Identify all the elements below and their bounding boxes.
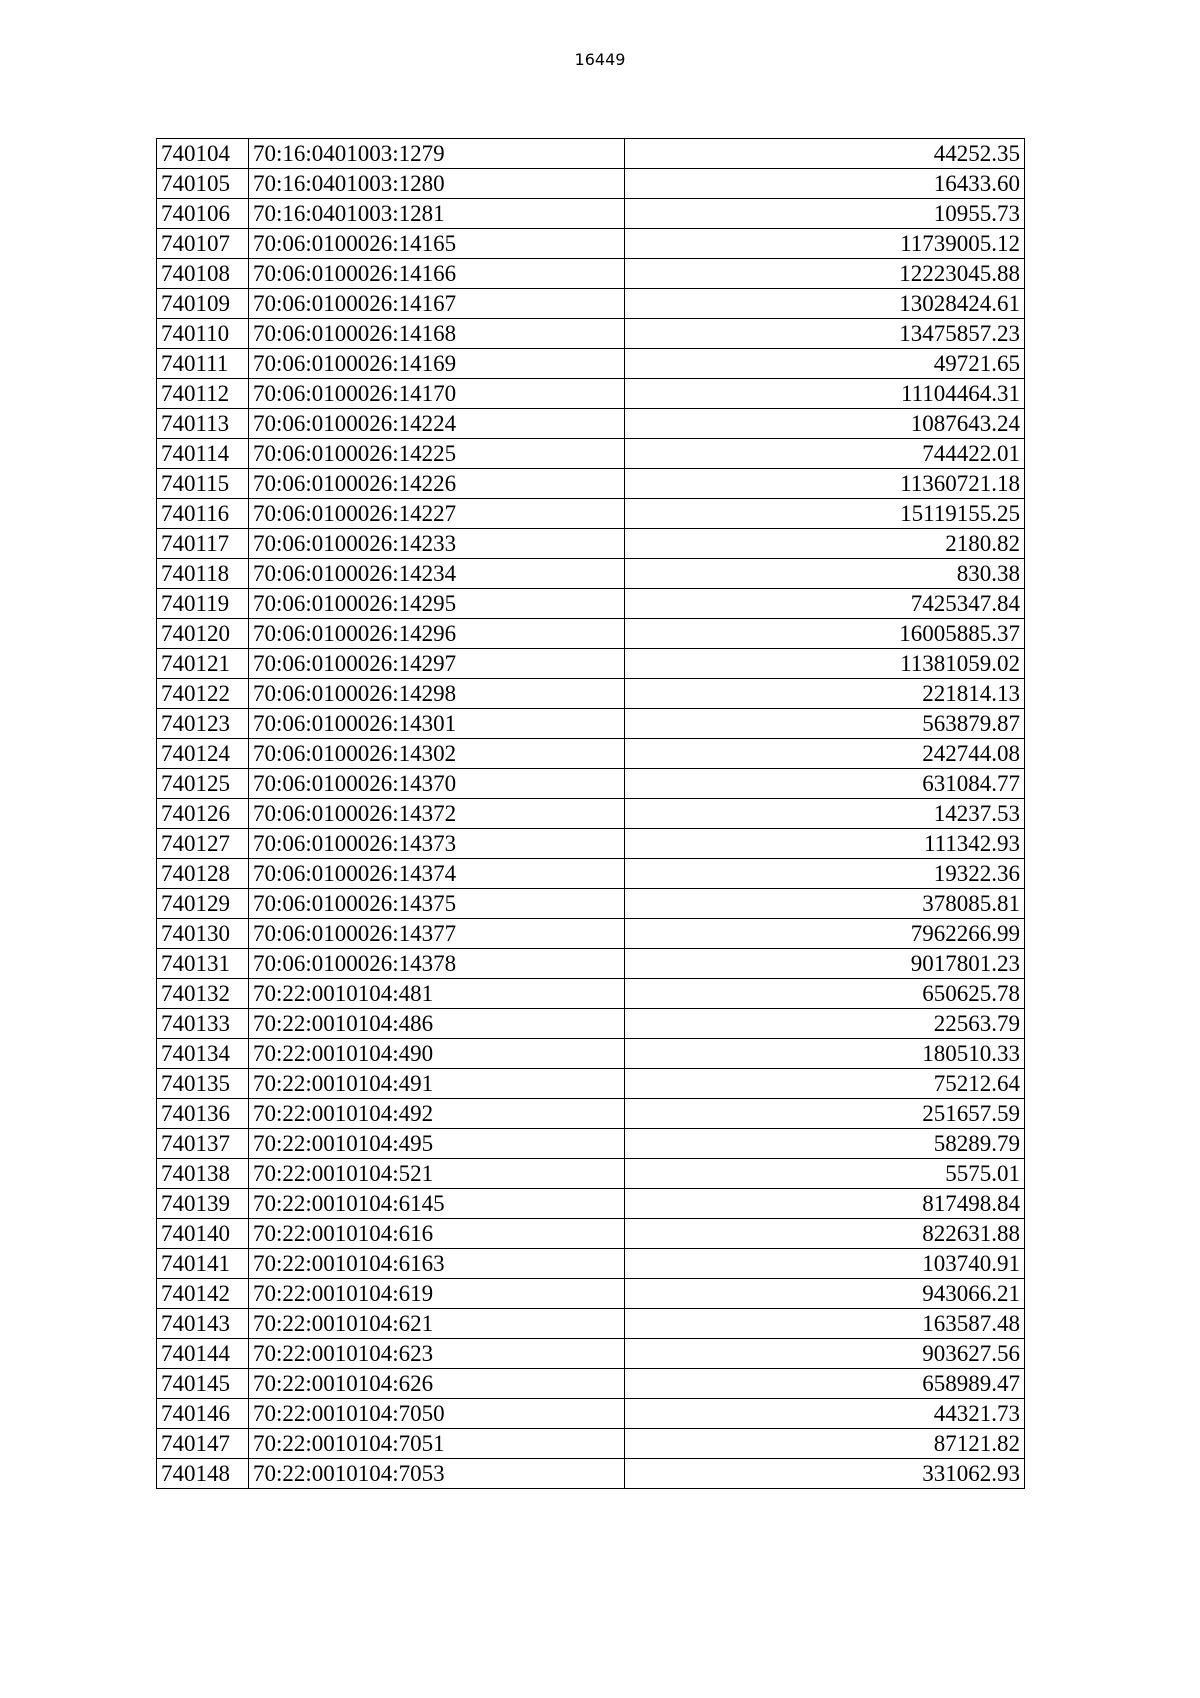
table-row [157,259,1025,289]
row-id-cell: 740135 [157,1069,249,1099]
table-row [157,559,1025,589]
cadastral-number-cell: 70:06:0100026:14225 [249,439,625,469]
table-row [157,889,1025,919]
cadastral-number-cell: 70:16:0401003:1280 [249,169,625,199]
cadastral-number-cell: 70:22:0010104:616 [249,1219,625,1249]
table-row [157,979,1025,1009]
cadastral-number-cell: 70:06:0100026:14169 [249,349,625,379]
row-id-cell: 740137 [157,1129,249,1159]
cadastral-number-cell: 70:06:0100026:14378 [249,949,625,979]
row-id-cell: 740144 [157,1339,249,1369]
row-id-cell: 740146 [157,1399,249,1429]
cadastral-number-cell: 70:16:0401003:1279 [249,139,625,169]
cadastral-number-cell: 70:22:0010104:619 [249,1279,625,1309]
row-id-cell: 740108 [157,259,249,289]
table-row [157,799,1025,829]
cadastral-number-cell: 70:22:0010104:623 [249,1339,625,1369]
value-cell: 13475857.23 [625,319,1025,349]
cadastral-number-cell: 70:06:0100026:14297 [249,649,625,679]
value-cell: 111342.93 [625,829,1025,859]
value-cell: 180510.33 [625,1039,1025,1069]
value-cell: 563879.87 [625,709,1025,739]
table-row [157,679,1025,709]
row-id-cell: 740145 [157,1369,249,1399]
table-row [157,1069,1025,1099]
table-row [157,289,1025,319]
row-id-cell: 740130 [157,919,249,949]
row-id-cell: 740121 [157,649,249,679]
cadastral-number-cell: 70:22:0010104:495 [249,1129,625,1159]
cadastral-number-cell: 70:06:0100026:14375 [249,889,625,919]
table-row [157,1189,1025,1219]
cadastral-number-cell: 70:06:0100026:14167 [249,289,625,319]
value-cell: 10955.73 [625,199,1025,229]
value-cell: 1087643.24 [625,409,1025,439]
cadastral-number-cell: 70:06:0100026:14301 [249,709,625,739]
cadastral-number-cell: 70:22:0010104:491 [249,1069,625,1099]
table-row [157,529,1025,559]
value-cell: 631084.77 [625,769,1025,799]
table-row [157,1429,1025,1459]
cadastral-number-cell: 70:06:0100026:14374 [249,859,625,889]
value-cell: 44252.35 [625,139,1025,169]
cadastral-number-cell: 70:06:0100026:14372 [249,799,625,829]
table-row [157,1279,1025,1309]
row-id-cell: 740104 [157,139,249,169]
table-row [157,709,1025,739]
row-id-cell: 740126 [157,799,249,829]
cadastral-number-cell: 70:06:0100026:14377 [249,919,625,949]
row-id-cell: 740129 [157,889,249,919]
value-cell: 12223045.88 [625,259,1025,289]
table-row [157,949,1025,979]
cadastral-number-cell: 70:22:0010104:7051 [249,1429,625,1459]
data-table [156,138,1025,1489]
value-cell: 58289.79 [625,1129,1025,1159]
table-row [157,349,1025,379]
table-row [157,739,1025,769]
table-row [157,469,1025,499]
table-row [157,769,1025,799]
value-cell: 7425347.84 [625,589,1025,619]
row-id-cell: 740128 [157,859,249,889]
value-cell: 658989.47 [625,1369,1025,1399]
value-cell: 744422.01 [625,439,1025,469]
cadastral-number-cell: 70:22:0010104:521 [249,1159,625,1189]
cadastral-number-cell: 70:06:0100026:14165 [249,229,625,259]
row-id-cell: 740117 [157,529,249,559]
table-row [157,1129,1025,1159]
cadastral-number-cell: 70:16:0401003:1281 [249,199,625,229]
value-cell: 163587.48 [625,1309,1025,1339]
table-row [157,1459,1025,1489]
value-cell: 87121.82 [625,1429,1025,1459]
value-cell: 221814.13 [625,679,1025,709]
table-row [157,139,1025,169]
row-id-cell: 740114 [157,439,249,469]
cadastral-number-cell: 70:06:0100026:14170 [249,379,625,409]
row-id-cell: 740119 [157,589,249,619]
cadastral-number-cell: 70:22:0010104:6145 [249,1189,625,1219]
cadastral-number-cell: 70:06:0100026:14233 [249,529,625,559]
row-id-cell: 740147 [157,1429,249,1459]
table-row [157,169,1025,199]
table-row [157,1219,1025,1249]
cadastral-number-cell: 70:22:0010104:486 [249,1009,625,1039]
table-row [157,229,1025,259]
cadastral-number-cell: 70:22:0010104:621 [249,1309,625,1339]
table-row [157,439,1025,469]
table-row [157,1249,1025,1279]
table-row [157,199,1025,229]
cadastral-number-cell: 70:22:0010104:6163 [249,1249,625,1279]
value-cell: 49721.65 [625,349,1025,379]
row-id-cell: 740109 [157,289,249,319]
row-id-cell: 740131 [157,949,249,979]
value-cell: 11381059.02 [625,649,1025,679]
row-id-cell: 740139 [157,1189,249,1219]
value-cell: 15119155.25 [625,499,1025,529]
table-row [157,1009,1025,1039]
table-row [157,1159,1025,1189]
value-cell: 822631.88 [625,1219,1025,1249]
table-row [157,589,1025,619]
table-row [157,1369,1025,1399]
value-cell: 830.38 [625,559,1025,589]
table-row [157,829,1025,859]
row-id-cell: 740148 [157,1459,249,1489]
table-row [157,409,1025,439]
value-cell: 11360721.18 [625,469,1025,499]
cadastral-number-cell: 70:06:0100026:14226 [249,469,625,499]
value-cell: 378085.81 [625,889,1025,919]
row-id-cell: 740140 [157,1219,249,1249]
row-id-cell: 740107 [157,229,249,259]
cadastral-number-cell: 70:22:0010104:481 [249,979,625,1009]
row-id-cell: 740134 [157,1039,249,1069]
value-cell: 5575.01 [625,1159,1025,1189]
value-cell: 19322.36 [625,859,1025,889]
cadastral-number-cell: 70:06:0100026:14295 [249,589,625,619]
table-row [157,1309,1025,1339]
row-id-cell: 740143 [157,1309,249,1339]
table-row [157,649,1025,679]
row-id-cell: 740133 [157,1009,249,1039]
cadastral-number-cell: 70:06:0100026:14302 [249,739,625,769]
table-row [157,619,1025,649]
cadastral-number-cell: 70:22:0010104:492 [249,1099,625,1129]
row-id-cell: 740123 [157,709,249,739]
table-row [157,1039,1025,1069]
value-cell: 22563.79 [625,1009,1025,1039]
table-row [157,499,1025,529]
value-cell: 903627.56 [625,1339,1025,1369]
cadastral-number-cell: 70:06:0100026:14373 [249,829,625,859]
row-id-cell: 740120 [157,619,249,649]
cadastral-number-cell: 70:22:0010104:7050 [249,1399,625,1429]
value-cell: 103740.91 [625,1249,1025,1279]
row-id-cell: 740116 [157,499,249,529]
row-id-cell: 740142 [157,1279,249,1309]
value-cell: 16433.60 [625,169,1025,199]
row-id-cell: 740122 [157,679,249,709]
value-cell: 943066.21 [625,1279,1025,1309]
table-body [157,139,1025,1489]
table-row [157,319,1025,349]
value-cell: 13028424.61 [625,289,1025,319]
table-row [157,919,1025,949]
cadastral-number-cell: 70:06:0100026:14224 [249,409,625,439]
value-cell: 14237.53 [625,799,1025,829]
table-row [157,1339,1025,1369]
row-id-cell: 740132 [157,979,249,1009]
value-cell: 331062.93 [625,1459,1025,1489]
row-id-cell: 740125 [157,769,249,799]
value-cell: 9017801.23 [625,949,1025,979]
table-row [157,379,1025,409]
value-cell: 44321.73 [625,1399,1025,1429]
value-cell: 11104464.31 [625,379,1025,409]
cadastral-number-cell: 70:06:0100026:14298 [249,679,625,709]
row-id-cell: 740105 [157,169,249,199]
cadastral-number-cell: 70:22:0010104:490 [249,1039,625,1069]
value-cell: 75212.64 [625,1069,1025,1099]
cadastral-number-cell: 70:06:0100026:14296 [249,619,625,649]
table-row [157,1099,1025,1129]
cadastral-number-cell: 70:06:0100026:14234 [249,559,625,589]
row-id-cell: 740115 [157,469,249,499]
value-cell: 650625.78 [625,979,1025,1009]
page-number: 16449 [574,50,626,69]
row-id-cell: 740138 [157,1159,249,1189]
row-id-cell: 740110 [157,319,249,349]
value-cell: 7962266.99 [625,919,1025,949]
cadastral-number-cell: 70:22:0010104:7053 [249,1459,625,1489]
row-id-cell: 740106 [157,199,249,229]
cadastral-number-cell: 70:06:0100026:14166 [249,259,625,289]
row-id-cell: 740118 [157,559,249,589]
row-id-cell: 740141 [157,1249,249,1279]
row-id-cell: 740136 [157,1099,249,1129]
row-id-cell: 740112 [157,379,249,409]
table-row [157,1399,1025,1429]
value-cell: 242744.08 [625,739,1025,769]
table-row [157,859,1025,889]
row-id-cell: 740124 [157,739,249,769]
value-cell: 16005885.37 [625,619,1025,649]
row-id-cell: 740127 [157,829,249,859]
value-cell: 2180.82 [625,529,1025,559]
cadastral-number-cell: 70:06:0100026:14370 [249,769,625,799]
cadastral-number-cell: 70:06:0100026:14227 [249,499,625,529]
value-cell: 251657.59 [625,1099,1025,1129]
value-cell: 11739005.12 [625,229,1025,259]
row-id-cell: 740113 [157,409,249,439]
value-cell: 817498.84 [625,1189,1025,1219]
cadastral-number-cell: 70:06:0100026:14168 [249,319,625,349]
cadastral-number-cell: 70:22:0010104:626 [249,1369,625,1399]
row-id-cell: 740111 [157,349,249,379]
